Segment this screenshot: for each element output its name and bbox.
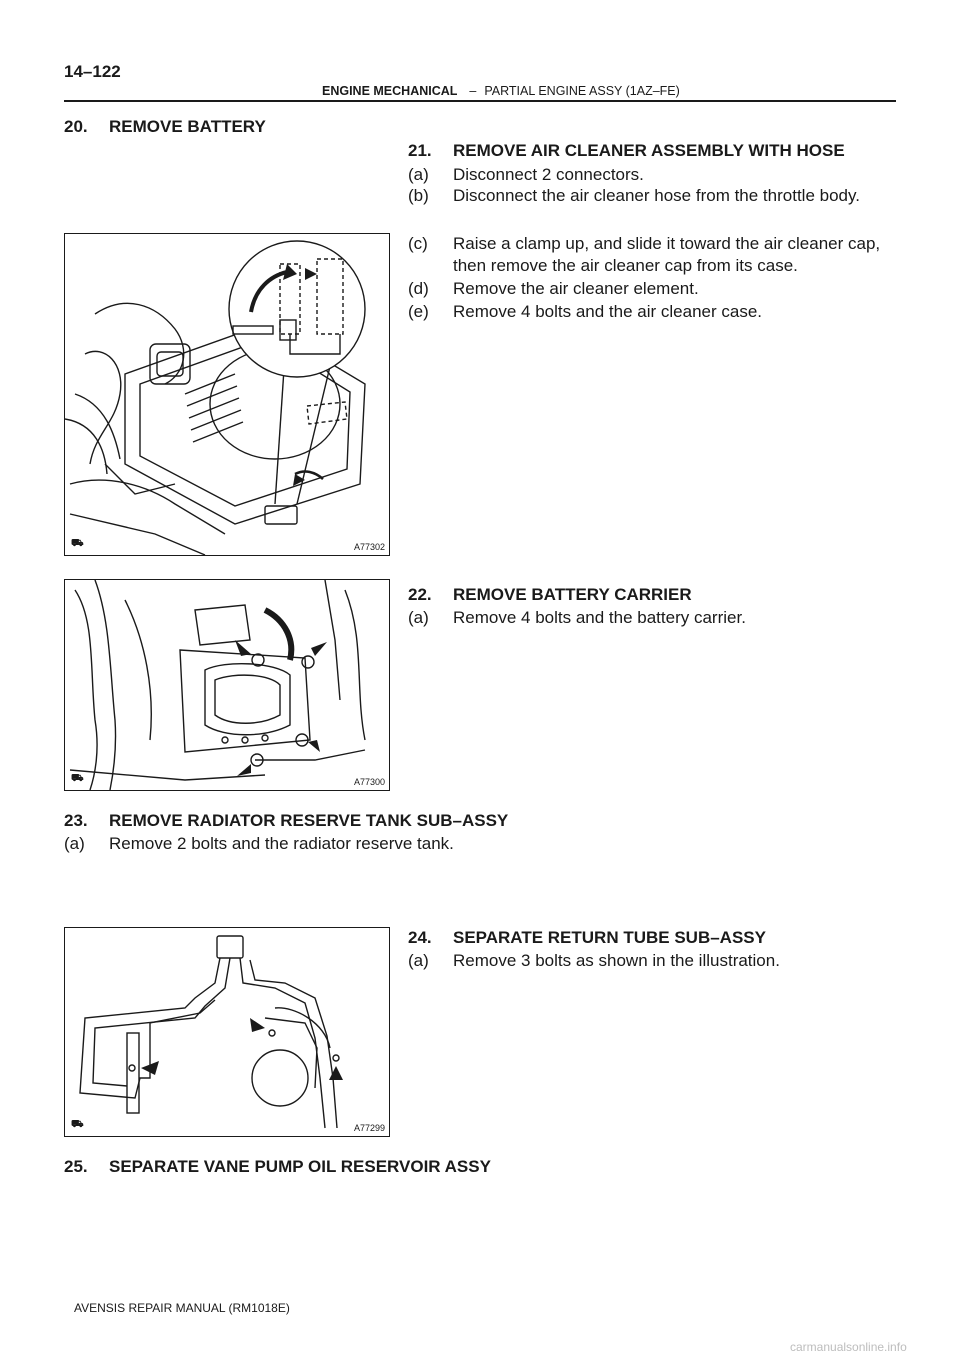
step-number: 24.	[408, 928, 432, 947]
item-label: (a)	[408, 165, 429, 184]
vehicle-icon: ⛟	[71, 538, 84, 549]
item-text: Raise a clamp up, and slide it toward the air cleaner cap,	[453, 234, 881, 253]
battery-carrier-illustration	[65, 580, 389, 790]
item-text: Remove 4 bolts and the air cleaner case.	[453, 302, 763, 321]
step-21c-continuation: then remove the air cleaner cap from its case.	[453, 256, 798, 275]
item-text: Remove the air cleaner element.	[453, 279, 699, 298]
figure-code: A77300	[353, 777, 385, 787]
step-25-heading	[64, 1157, 491, 1177]
item-label: (e)	[408, 302, 429, 321]
step-title: REMOVE BATTERY CARRIER	[453, 585, 692, 604]
figure-battery-carrier	[64, 579, 390, 791]
step-title: SEPARATE VANE PUMP OIL RESERVOIR ASSY	[109, 1157, 491, 1176]
step-title: SEPARATE RETURN TUBE SUB–ASSY	[453, 928, 766, 947]
figure-return-tube	[64, 927, 390, 1137]
step-21e	[408, 302, 762, 322]
step-number: 22.	[408, 585, 432, 604]
step-21a	[408, 165, 644, 185]
item-text: Disconnect 2 connectors.	[453, 165, 644, 184]
step-number: 21.	[408, 141, 432, 160]
figure-code: A77302	[353, 542, 385, 552]
step-21d	[408, 279, 699, 299]
item-text: Disconnect the air cleaner hose from the throttle body.	[453, 186, 860, 205]
step-title: REMOVE BATTERY	[109, 117, 266, 136]
item-label: (b)	[408, 186, 429, 205]
item-label: (c)	[408, 234, 428, 253]
return-tube-illustration	[65, 928, 389, 1136]
step-20-heading	[64, 117, 266, 137]
step-24a	[408, 951, 780, 971]
step-21b	[408, 186, 860, 206]
header-section: ENGINE MECHANICAL	[322, 84, 458, 98]
running-header	[322, 84, 680, 98]
vehicle-icon: ⛟	[71, 1119, 84, 1130]
item-label: (a)	[408, 951, 429, 970]
item-label: (a)	[64, 834, 85, 853]
watermark: carmanualsonline.info	[790, 1340, 907, 1354]
air-cleaner-illustration	[65, 234, 389, 555]
step-title: REMOVE AIR CLEANER ASSEMBLY WITH HOSE	[453, 141, 845, 160]
header-rule	[64, 100, 896, 102]
figure-code: A77299	[353, 1123, 385, 1133]
item-label: (a)	[408, 608, 429, 627]
header-dash: –	[469, 84, 477, 98]
vehicle-icon: ⛟	[71, 773, 84, 784]
step-22a	[408, 608, 746, 628]
step-22-heading	[408, 585, 692, 605]
step-number: 23.	[64, 811, 88, 830]
item-label: (d)	[408, 279, 429, 298]
step-number: 20.	[64, 117, 88, 136]
step-21-heading	[408, 141, 845, 161]
step-23a	[64, 834, 454, 854]
step-24-heading	[408, 928, 766, 948]
step-number: 25.	[64, 1157, 88, 1176]
item-text: Remove 2 bolts and the radiator reserve tank.	[109, 834, 454, 853]
item-text: Remove 3 bolts as shown in the illustration.	[453, 951, 780, 970]
step-21c	[408, 234, 880, 254]
step-23-heading	[64, 811, 508, 831]
item-text: Remove 4 bolts and the battery carrier.	[453, 608, 746, 627]
footer-manual-title: AVENSIS REPAIR MANUAL (RM1018E)	[74, 1301, 290, 1315]
page-number: 14–122	[64, 62, 121, 81]
step-title: REMOVE RADIATOR RESERVE TANK SUB–ASSY	[109, 811, 509, 830]
header-subsection: PARTIAL ENGINE ASSY (1AZ–FE)	[484, 84, 680, 98]
figure-air-cleaner	[64, 233, 390, 556]
